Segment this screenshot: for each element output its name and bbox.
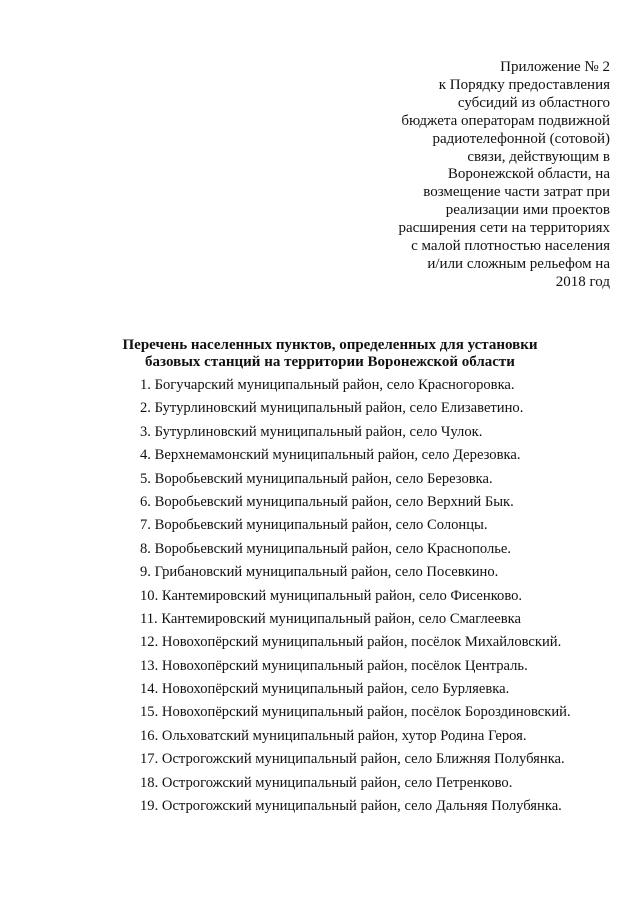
appendix-line: радиотелефонной (сотовой) [432,130,610,147]
list-item [140,585,571,608]
list-item [140,631,571,654]
list-item [140,397,571,420]
item-text: Воробьевский муниципальный район, село Краснополье. [154,540,512,557]
item-text: Верхнемамонский муниципальный район, село Дерезовка. [154,447,521,464]
item-text: Новохопёрский муниципальный район, посёлок Централь. [161,657,528,674]
appendix-line: реализации ими проектов [445,202,610,219]
list-item [140,748,571,771]
list-item [140,491,571,514]
appendix-line: возмещение части затрат при [423,184,610,201]
item-text: Богучарский муниципальный район, село Красногоровка. [154,377,515,393]
item-text: Новохопёрский муниципальный район, посёлок Михайловский. [161,634,562,651]
settlement-list [140,374,571,818]
appendix-line: субсидий из областного [457,94,610,111]
list-item [140,561,571,584]
appendix-line: Приложение № 2 [500,59,610,75]
item-text: Новохопёрский муниципальный район, село Бурляевка. [161,681,510,698]
item-text: Воробьевский муниципальный район, село Березовка. [154,470,493,487]
appendix-line: расширения сети на территориях [398,220,610,237]
item-text: Острогожский муниципальный район, село Дальняя Полубянка. [161,798,562,815]
item-number: 18. [140,774,159,791]
item-number: 17. [140,751,159,768]
title-line: базовых станций на территории Воронежской области [145,353,515,370]
item-text: Кантемировский муниципальный район, село Смаглеевка [161,610,521,627]
appendix-line: 2018 год [555,273,610,290]
item-number: 3. [140,423,151,440]
appendix-line: с малой плотностью населения [411,238,610,255]
item-number: 14. [140,681,159,698]
item-text: Бутурлиновский муниципальный район, село Чулок. [154,423,483,440]
item-text: Острогожский муниципальный район, село Ближняя Полубянка. [161,751,565,768]
item-text: Грибановский муниципальный район, село Посевкино. [154,564,499,581]
appendix-header [370,59,610,292]
item-text: Острогожский муниципальный район, село Петренково. [161,774,513,791]
item-number: 1. [140,377,151,393]
item-text: Ольховатский муниципальный район, хутор Родина Героя. [161,727,527,744]
appendix-line: и/или сложным рельефом на [427,255,610,272]
list-item [140,725,571,748]
appendix-line: связи, действующим в [467,148,610,165]
item-number: 16. [140,727,159,744]
list-item [140,795,571,818]
document-title [120,337,540,370]
list-item [140,608,571,631]
item-number: 8. [140,540,151,557]
list-item [140,772,571,795]
item-text: Кантемировский муниципальный район, село Фисенково. [161,587,523,604]
item-number: 5. [140,470,151,487]
list-item [140,701,571,724]
list-item [140,421,571,444]
list-item [140,538,571,561]
item-number: 12. [140,634,159,651]
item-number: 10. [140,587,159,604]
list-item [140,374,571,397]
item-text: Воробьевский муниципальный район, село Верхний Бык. [154,493,514,510]
list-item [140,444,571,467]
item-number: 9. [140,564,151,581]
appendix-line: к Порядку предоставления [438,76,610,93]
item-number: 19. [140,798,159,815]
item-text: Воробьевский муниципальный район, село Солонцы. [154,517,488,534]
list-item [140,468,571,491]
appendix-line: бюджета операторам подвижной [401,112,610,129]
list-item [140,655,571,678]
item-number: 7. [140,517,151,534]
list-item [140,678,571,701]
title-line: Перечень населенных пунктов, определенных для установки [122,337,538,353]
item-number: 11. [140,610,158,627]
item-text: Бутурлиновский муниципальный район, село Елизаветино. [154,400,524,417]
item-number: 4. [140,447,151,464]
item-number: 13. [140,657,159,674]
item-number: 6. [140,493,151,510]
item-number: 2. [140,400,151,417]
list-item [140,514,571,537]
item-text: Новохопёрский муниципальный район, посёлок Бороздиновский. [161,704,571,721]
item-number: 15. [140,704,159,721]
appendix-line: Воронежской области, на [447,166,610,183]
